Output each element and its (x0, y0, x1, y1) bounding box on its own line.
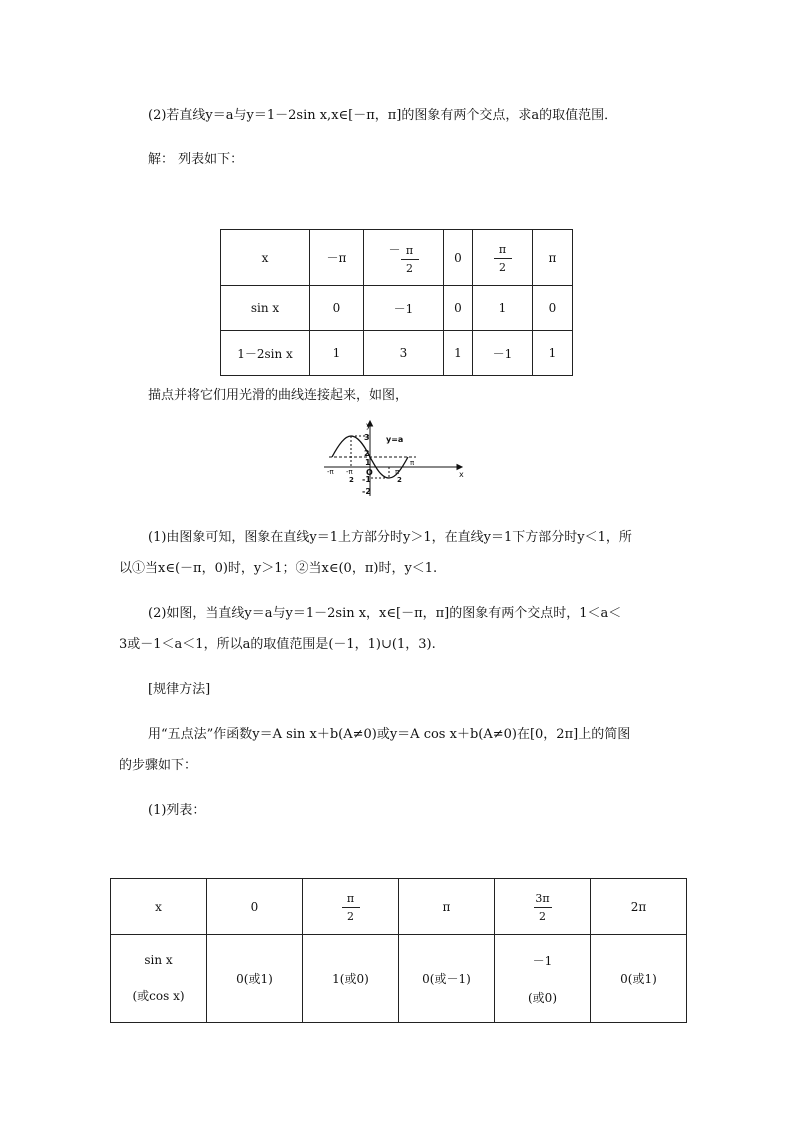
table-cell: 0 (444, 286, 473, 331)
table-cell: 1－2sin x (221, 331, 310, 376)
table-cell: 0 (533, 286, 573, 331)
table-cell (495, 935, 591, 1023)
table-cell: 1 (533, 331, 573, 376)
table-cell: 3 (364, 331, 444, 376)
plot-instruction: 描点并将它们用光滑的曲线连接起来，如图， (148, 388, 409, 403)
table-row (221, 286, 573, 331)
table-cell (495, 879, 591, 935)
fraction-num: π (498, 243, 507, 256)
table-cell (111, 935, 207, 1023)
fraction-num: 3π (535, 892, 550, 905)
y-axis-label: y (366, 421, 371, 430)
neg-sign: － (388, 243, 401, 257)
tick-1: 1 (365, 458, 371, 467)
method-heading: [规律方法] (148, 682, 211, 697)
fraction-den: 2 (347, 910, 354, 923)
tick-neg2: -2 (362, 487, 371, 496)
solution-intro: 解： 列表如下： (148, 152, 244, 167)
table-values (220, 229, 573, 376)
table-cell (364, 230, 444, 286)
table-cell: －1 (364, 286, 444, 331)
fraction (494, 244, 512, 273)
tick-neg-pi: -π (327, 468, 334, 476)
tick-2: 2 (364, 449, 370, 458)
tick-pi: π (410, 459, 415, 467)
table-row (221, 230, 573, 286)
table-cell: 0(或1) (591, 935, 687, 1023)
table-cell: 0(或1) (207, 935, 303, 1023)
table-cell: 0 (207, 879, 303, 935)
function-graph (322, 418, 467, 498)
fraction (401, 245, 419, 274)
answer2-line2: 3或－1＜a＜1，所以a的取值范围是(－1，1)∪(1，3). (119, 637, 436, 652)
table-cell: －π (310, 230, 364, 286)
fraction-num: π (346, 892, 355, 905)
tick-neg-half-pi-den: 2 (349, 476, 354, 484)
table-cell: 1 (473, 286, 533, 331)
table-cell (473, 230, 533, 286)
row-label-alt: (或cos x) (132, 989, 185, 1003)
tick-neg-half-pi-num: -π (346, 468, 353, 476)
tick-half-pi-num: π (395, 468, 400, 476)
origin-label: O (366, 468, 373, 477)
tick-half-pi-den: 2 (397, 476, 402, 484)
fraction-den: 2 (539, 910, 546, 923)
table-cell: 0 (444, 230, 473, 286)
method-line2: 的步骤如下： (119, 758, 198, 773)
cell-value: －1 (532, 953, 553, 968)
x-axis-arrow (457, 465, 462, 470)
method-line1: 用“五点法”作函数y＝A sin x＋b(A≠0)或y＝A cos x＋b(A≠0)在[0，2π]上的简图 (148, 727, 631, 742)
answer2-line1: (2)如图，当直线y＝a与y＝1－2sin x，x∈[－π，π]的图象有两个交点时，1＜a＜ (148, 606, 622, 621)
table-cell: π (399, 879, 495, 935)
table-cell: x (221, 230, 310, 286)
fraction-num: π (405, 244, 414, 257)
cell-value-alt: (或0) (528, 990, 557, 1005)
table-cell: π (533, 230, 573, 286)
table-cell (303, 879, 399, 935)
fraction (534, 893, 552, 922)
table-cell: x (111, 879, 207, 935)
fraction-den: 2 (406, 262, 413, 275)
fraction (342, 893, 360, 922)
table-cell: 1 (310, 331, 364, 376)
table-cell: 1 (444, 331, 473, 376)
row-label: sin x (144, 953, 173, 967)
answer1-line1: (1)由图象可知，图象在直线y＝1上方部分时y＞1，在直线y＝1下方部分时y＜1，所 (148, 530, 632, 545)
problem-part2: (2)若直线y＝a与y＝1－2sin x,x∈[－π，π]的图象有两个交点，求a的取值范围． (148, 108, 618, 123)
table-cell: －1 (473, 331, 533, 376)
table-cell: 2π (591, 879, 687, 935)
table-cell: 0(或－1) (399, 935, 495, 1023)
table-cell: sin x (221, 286, 310, 331)
answer1-line2: 以①当x∈(－π，0)时，y＞1；②当x∈(0，π)时，y＜1. (119, 561, 438, 576)
table-row (111, 879, 687, 935)
fraction-den: 2 (499, 261, 506, 274)
tick-neg1: -1 (362, 475, 371, 484)
tick-3: 3 (364, 433, 370, 442)
table-row (221, 331, 573, 376)
line-label: y=a (386, 435, 404, 444)
table-row (111, 935, 687, 1023)
method-step1: (1)列表： (148, 803, 206, 818)
x-axis-label: x (459, 470, 464, 479)
table-cell: 1(或0) (303, 935, 399, 1023)
table-five-point (110, 878, 687, 1023)
table-cell: 0 (310, 286, 364, 331)
